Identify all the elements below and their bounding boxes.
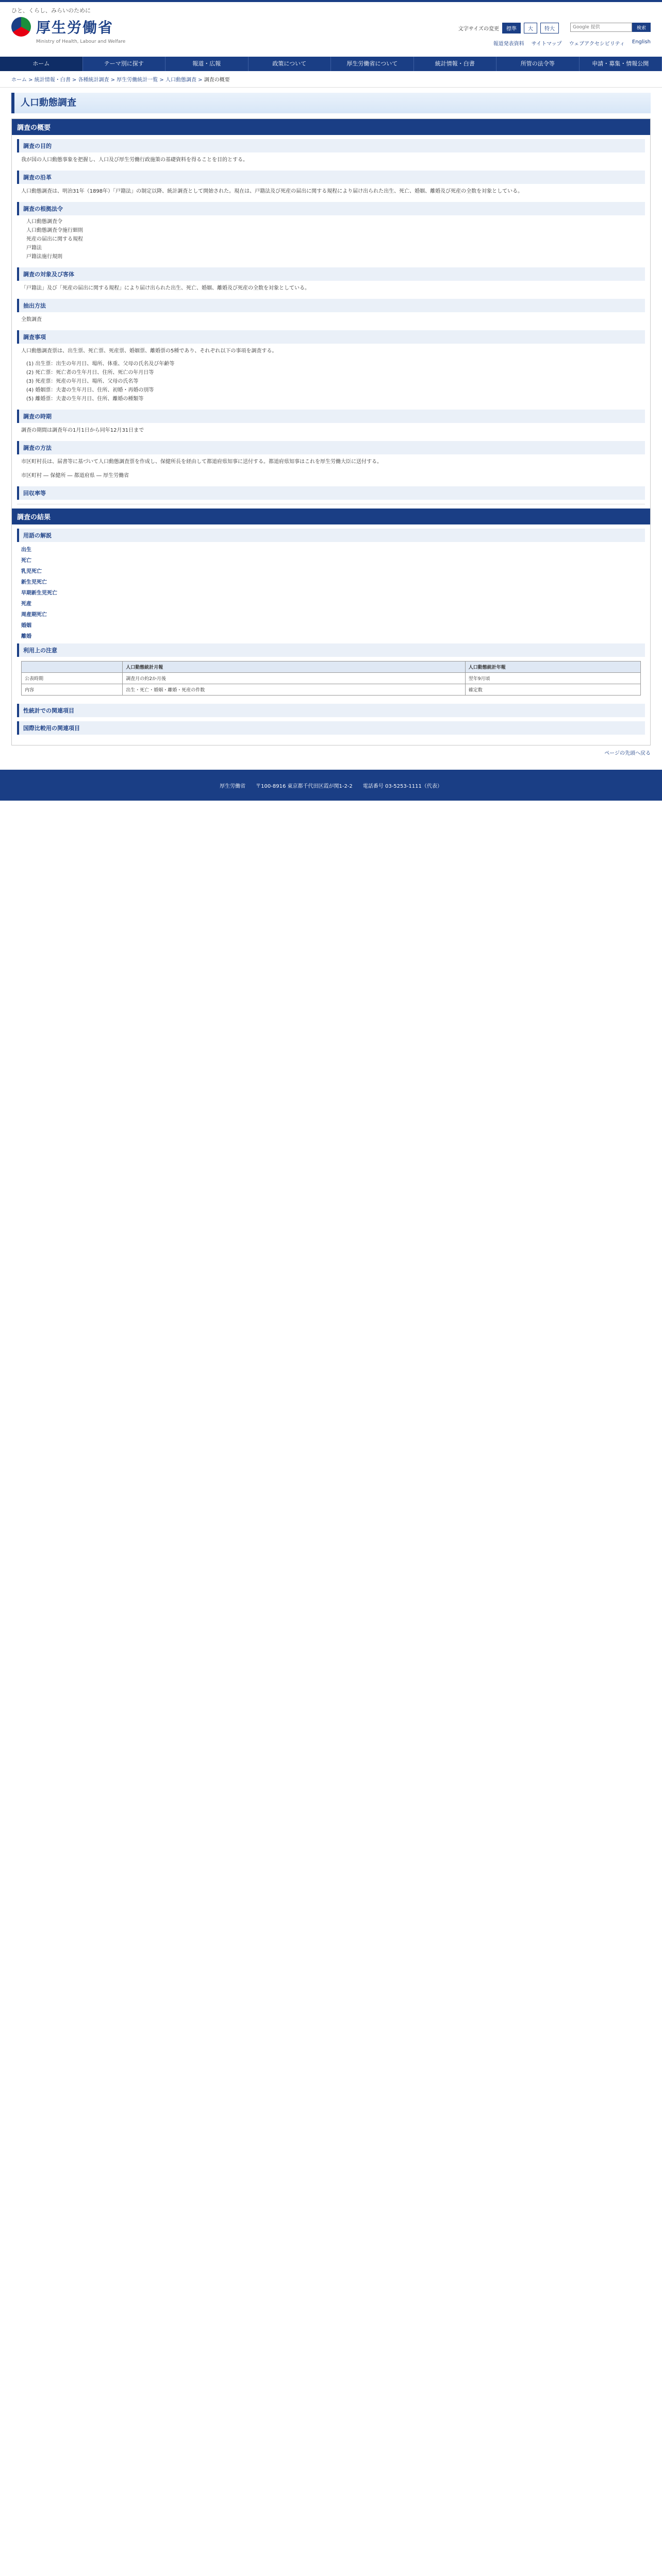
page-title: 人口動態調査: [11, 93, 651, 113]
method-text: 全数調査: [21, 317, 42, 323]
gnav-themes[interactable]: テーマ別に探す: [83, 57, 166, 71]
table-row: [22, 684, 641, 696]
term-stillbirth: 死産: [21, 601, 31, 607]
breadcrumb: ホーム > 統計情報・白書 > 各種統計調査 > 厚生労働統計一覧 > 人口動態調査 > 調査の概要: [0, 71, 662, 88]
table-cell: 調査月の約2か月後: [123, 673, 466, 684]
legal-item: 戸籍法: [26, 245, 42, 251]
history-heading: 調査の沿革: [17, 171, 645, 184]
site-footer: [0, 770, 662, 801]
global-nav: [0, 57, 662, 71]
sublink-accessibility[interactable]: ウェブアクセシビリティ: [569, 41, 625, 47]
table-cell: 翌年9月頃: [465, 673, 640, 684]
font-size-label: 文字サイズの変更: [458, 26, 499, 32]
search-input[interactable]: [570, 23, 632, 32]
term-death: 死亡: [21, 558, 31, 564]
breadcrumb-home[interactable]: ホーム: [11, 77, 27, 83]
footer-address: 〒100-8916 東京都千代田区霞が関1-2-2: [256, 783, 353, 789]
header-sublinks: [493, 39, 651, 47]
items-list: [12, 358, 650, 405]
publication-table: [21, 661, 641, 696]
font-size-xlarge-button[interactable]: 特大: [540, 23, 559, 33]
footer-phone: 電話番号 03-5253-1111（代表）: [362, 783, 442, 789]
purpose-text: 我が国の人口動態事象を把握し、人口及び厚生労働行政施策の基礎資料を得ることを目的とする。: [21, 157, 248, 163]
tagline: ひと、くらし、みらいのために: [11, 7, 91, 14]
term-infant-death: 乳児死亡: [21, 569, 42, 574]
term-early-neonatal-death: 早期新生児死亡: [21, 590, 57, 596]
term-neonatal-death: 新生児死亡: [21, 580, 47, 585]
target-text: 「戸籍法」及び「死産の届出に関する規程」により届け出られた出生、死亡、婚姻、離婚及び死産の全数を対象としている。: [21, 285, 310, 291]
period-text: 調査の期間は調査年の1月1日から同年12月31日まで: [21, 428, 144, 433]
usage-heading: 利用上の注意: [17, 643, 645, 657]
legal-list: [12, 215, 650, 263]
legal-item: 戸籍法施行規則: [26, 254, 62, 260]
period-heading: 調査の時期: [17, 410, 645, 423]
target-heading: 調査の対象及び客体: [17, 267, 645, 281]
list-item: (4) 婚姻票：夫妻の生年月日、住所、初婚・再婚の別等: [26, 387, 154, 393]
legal-heading: 調査の根拠法令: [17, 202, 645, 215]
flow-heading: 調査の方法: [17, 441, 645, 454]
site-logo[interactable]: [11, 16, 113, 37]
term-birth: 出生: [21, 547, 31, 553]
gnav-press[interactable]: 報道・広報: [166, 57, 249, 71]
flow-text: 市区町村長は、届書等に基づいて人口動態調査票を作成し、保健所長を経由して都道府県知事に送付する。都道府県知事はこれを厚生労働大臣に送付する。: [21, 459, 382, 465]
breadcrumb-surveys[interactable]: 各種統計調査: [78, 77, 109, 83]
term-marriage: 婚姻: [21, 623, 31, 629]
section-results: 調査の結果: [12, 509, 650, 524]
font-size-normal-button[interactable]: 標準: [502, 23, 521, 33]
items-heading: 調査事項: [17, 330, 645, 344]
breadcrumb-current: 調査の概要: [204, 77, 230, 83]
gnav-policy[interactable]: 政策について: [249, 57, 332, 71]
breadcrumb-list[interactable]: 厚生労働統計一覧: [117, 77, 158, 83]
legal-item: 人口動態調査令: [26, 219, 62, 225]
breadcrumb-vital[interactable]: 人口動態調査: [166, 77, 196, 83]
gnav-laws[interactable]: 所管の法令等: [496, 57, 580, 71]
terms-heading: 用語の解説: [17, 529, 645, 542]
publication-table-wrap: [12, 657, 650, 700]
logo-text: 厚生労働省: [36, 19, 114, 36]
gnav-home[interactable]: ホーム: [0, 57, 83, 71]
footer-org: 厚生労働省: [220, 783, 246, 789]
legal-item: 人口動態調査令施行細則: [26, 228, 83, 233]
table-header: 人口動態統計月報: [123, 662, 466, 673]
site-search: [570, 23, 651, 32]
font-size-large-button[interactable]: 大: [524, 23, 537, 33]
section-overview: 調査の概要: [12, 119, 650, 135]
list-item: (1) 出生票：出生の年月日、場所、体重、父母の氏名及び年齢等: [26, 361, 175, 367]
table-cell: 出生・死亡・婚姻・離婚・死産の件数: [123, 684, 466, 696]
list-item: (3) 死産票：死産の年月日、場所、父母の氏名等: [26, 379, 139, 384]
sublink-press[interactable]: 報道発表資料: [493, 41, 524, 47]
list-item: (5) 離婚票：夫妻の生年月日、住所、離婚の種類等: [26, 396, 144, 402]
sublink-sitemap[interactable]: サイトマップ: [531, 41, 562, 47]
related-heading: 性統計での関連項目: [17, 704, 645, 717]
gnav-about[interactable]: 厚生労働省について: [331, 57, 414, 71]
search-button[interactable]: 検索: [632, 23, 651, 32]
flow-diagram: 市区町村 ― 保健所 ― 都道府県 ― 厚生労働省: [21, 473, 129, 479]
table-cell: 公表時期: [22, 673, 123, 684]
main-content: [11, 118, 651, 745]
table-header: [22, 662, 123, 673]
logo-mark-icon: [11, 17, 31, 37]
font-size-switcher: [458, 23, 559, 33]
items-text: 人口動態調査票は、出生票、死亡票、死産票、婚姻票、離婚票の5種であり、それぞれ以下の事項を調査する。: [21, 348, 277, 354]
history-text: 人口動態調査は、明治31年（1898年）「戸籍法」の制定以降、統計調査として開始された。現在は、戸籍法及び死産の届出に関する規程により届け出られた出生、死亡、婚姻、離婚及び死産の全数を対象としている。: [21, 189, 523, 194]
table-row: [22, 673, 641, 684]
breadcrumb-stats[interactable]: 統計情報・白書: [34, 77, 71, 83]
method-heading: 抽出方法: [17, 299, 645, 312]
logo-english: Ministry of Health, Labour and Welfare: [36, 39, 126, 44]
sublink-english[interactable]: English: [632, 39, 651, 45]
page-top-link[interactable]: ページの先頭へ戻る: [604, 751, 651, 756]
table-cell: 内容: [22, 684, 123, 696]
gnav-statistics[interactable]: 統計情報・白書: [414, 57, 497, 71]
table-cell: 確定数: [465, 684, 640, 696]
legal-item: 死産の届出に関する規程: [26, 236, 83, 242]
term-divorce: 離婚: [21, 634, 31, 639]
related2-heading: 国際比較用の関連項目: [17, 721, 645, 735]
term-perinatal-death: 周産期死亡: [21, 612, 47, 618]
notice-heading: 回収率等: [17, 486, 645, 500]
site-header: [0, 0, 662, 57]
list-item: (2) 死亡票：死亡者の生年月日、住所、死亡の年月日等: [26, 370, 154, 376]
purpose-heading: 調査の目的: [17, 139, 645, 152]
gnav-applications[interactable]: 申請・募集・情報公開: [580, 57, 662, 71]
table-header: 人口動態統計年報: [465, 662, 640, 673]
